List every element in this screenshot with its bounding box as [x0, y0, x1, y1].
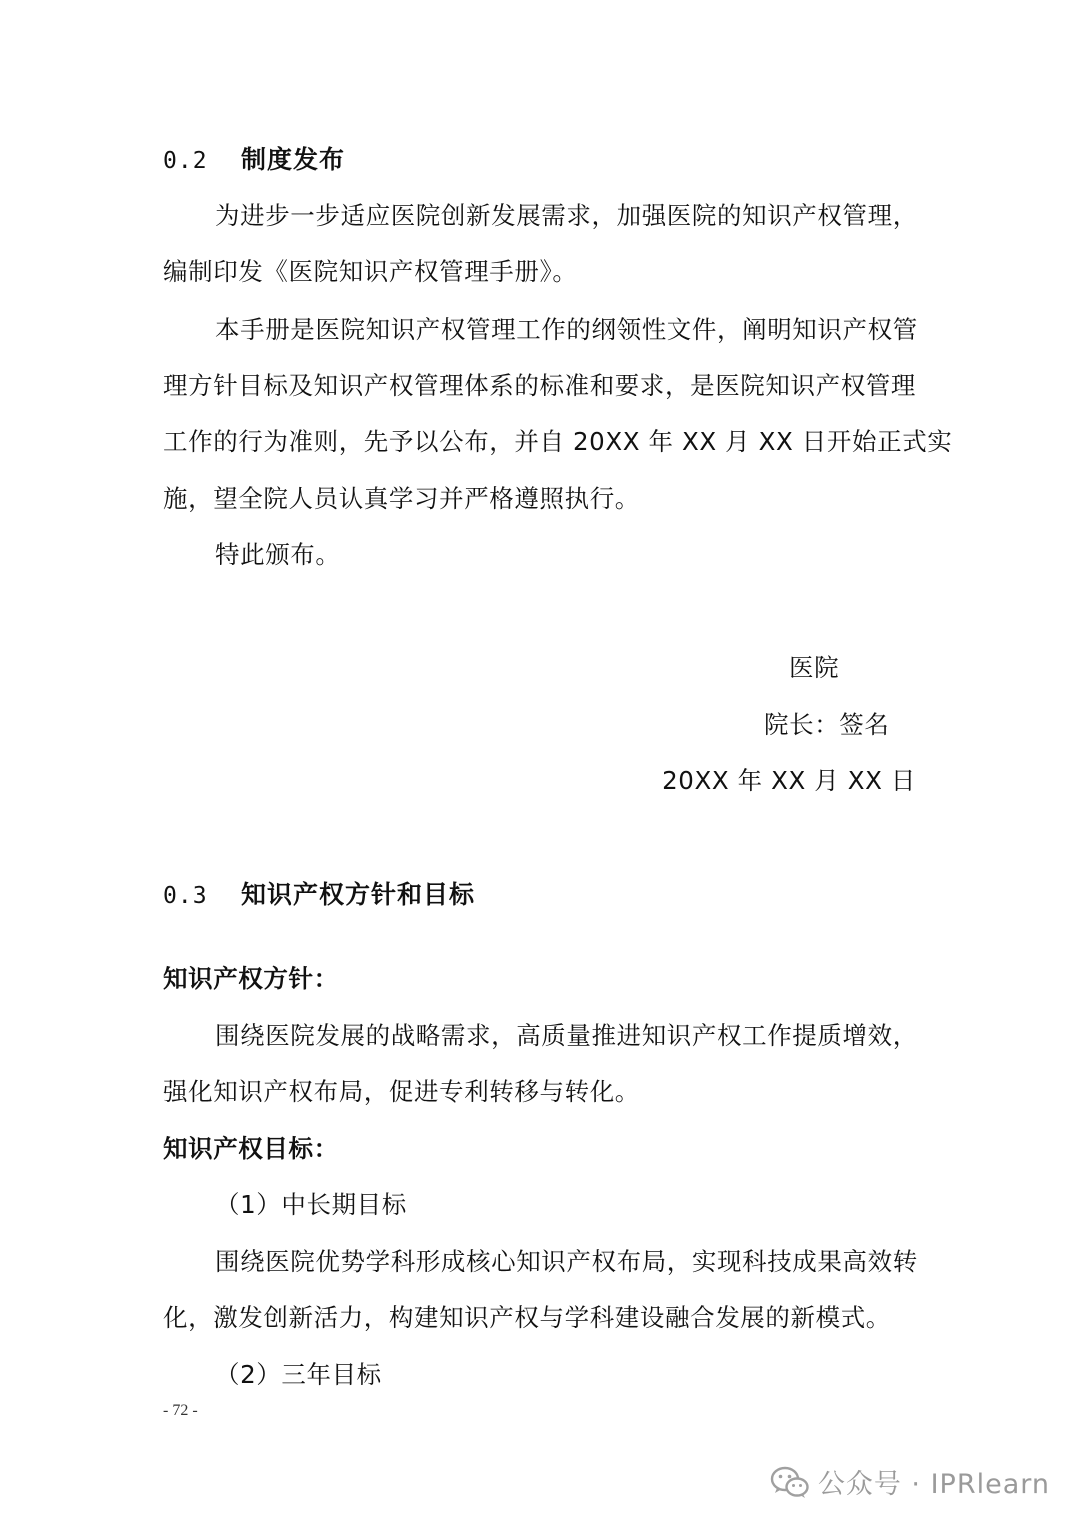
paragraph-line: 本手册是医院知识产权管理工作的纲领性文件，阐明知识产权管 [215, 315, 918, 344]
wechat-icon [770, 1465, 810, 1499]
page-number: - 72 - [163, 1402, 198, 1419]
section-number: 0.2 [163, 148, 208, 174]
paragraph-line: 特此颁布。 [215, 540, 341, 569]
paragraph-line: 围绕医院发展的战略需求，高质量推进知识产权工作提质增效， [215, 1021, 918, 1050]
goal-label: （2）三年目标 [215, 1360, 382, 1389]
watermark-text: 公众号 · IPRlearn [817, 1469, 1050, 1500]
policy-heading: 知识产权方针： [163, 964, 339, 993]
section-heading-0-2 [163, 147, 345, 173]
paragraph-line: 理方针目标及知识产权管理体系的标准和要求，是医院知识产权管理 [163, 371, 916, 400]
paragraph-line: 施，望全院人员认真学习并严格遵照执行。 [163, 484, 640, 513]
watermark [770, 1462, 1050, 1501]
signature-signer: 院长：签名 [764, 710, 890, 739]
section-number: 0.3 [163, 883, 208, 909]
signature-date: 20XX 年 XX 月 XX 日 [662, 766, 916, 795]
section-title: 知识产权方针和目标 [241, 880, 476, 909]
section-title: 制度发布 [241, 145, 346, 174]
paragraph-line: 为进步一步适应医院创新发展需求，加强医院的知识产权管理， [215, 201, 918, 230]
paragraph-line: 强化知识产权布局，促进专利转移与转化。 [163, 1077, 640, 1106]
goal-label: （1）中长期目标 [215, 1190, 407, 1219]
section-heading-0-3 [163, 882, 475, 908]
paragraph-line: 围绕医院优势学科形成核心知识产权布局，实现科技成果高效转 [215, 1247, 918, 1276]
paragraph-line: 编制印发《医院知识产权管理手册》。 [163, 257, 578, 286]
paragraph-line: 化，激发创新活力，构建知识产权与学科建设融合发展的新模式。 [163, 1303, 891, 1332]
paragraph-line: 工作的行为准则，先予以公布，并自 20XX 年 XX 月 XX 日开始正式实 [163, 427, 953, 456]
goals-heading: 知识产权目标： [163, 1134, 339, 1163]
signature-org: 医院 [789, 653, 840, 682]
